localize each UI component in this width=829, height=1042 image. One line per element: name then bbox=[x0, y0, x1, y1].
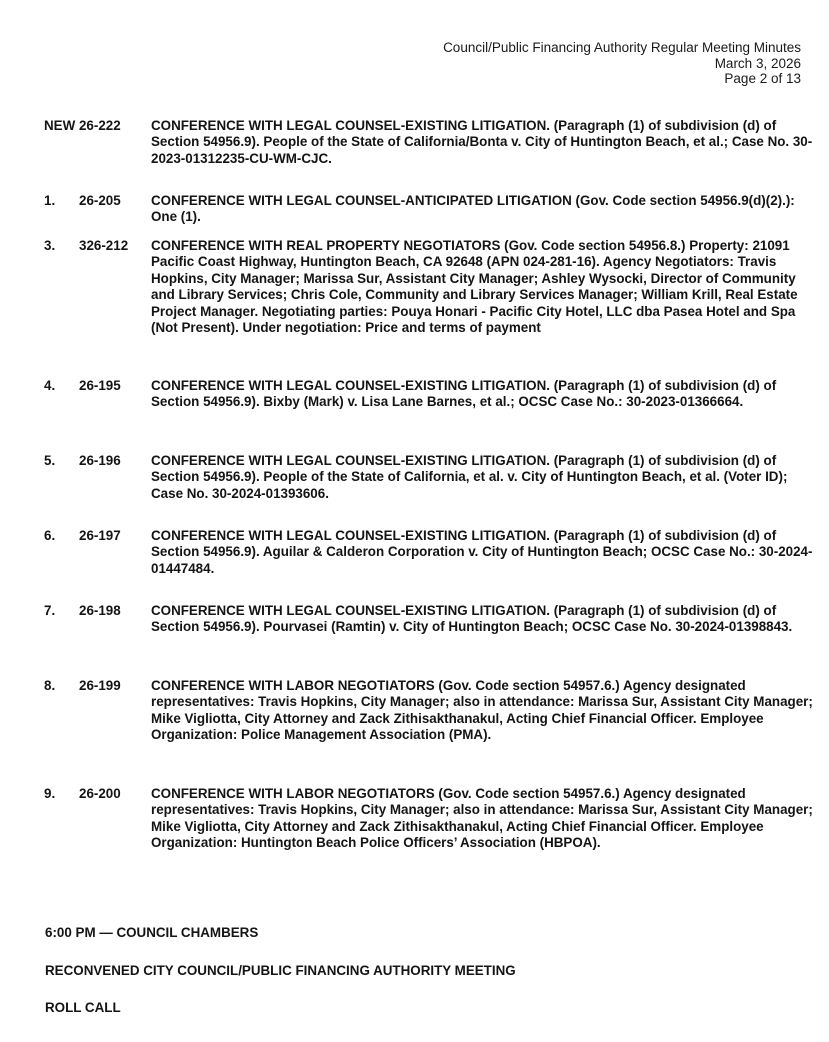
item-code: NEW 26-222 bbox=[44, 118, 121, 133]
item-text: CONFERENCE WITH LEGAL COUNSEL-ANTICIPATED LITIGATION (Gov. Code section 54956.9(d)(2).): One (1). bbox=[151, 193, 795, 225]
item-text: CONFERENCE WITH LEGAL COUNSEL-EXISTING LITIGATION. (Paragraph (1) of subdivision (d) of Section 54956.9). Bixby (Mark) v. Lisa Lane Barnes, et al.; OCSC Case No.: 30-2023-01366664. bbox=[151, 378, 777, 410]
item-number: 1. bbox=[44, 193, 56, 208]
item-text: CONFERENCE WITH LABOR NEGOTIATORS (Gov. Code section 54957.6.) Agency designated representatives: Travis Hopkins, City Manager; also in attendance: Marissa Sur, Assistant City Manager; Mike Vigliotta, City Attorney and Zack Zithisakthanakul, Acting Chief Financial Officer. Employee Organization: Police Management Association (PMA). bbox=[151, 678, 813, 743]
agenda-item bbox=[44, 453, 814, 502]
agenda-item bbox=[44, 678, 814, 744]
agenda-item bbox=[44, 786, 814, 852]
item-text: CONFERENCE WITH LABOR NEGOTIATORS (Gov. Code section 54957.6.) Agency designated representatives: Travis Hopkins, City Manager; also in attendance: Marissa Sur, Assistant City Manager; Mike Vigliotta, City Attorney and Zack Zithisakthanakul, Acting Chief Financial Officer. Employee Organization: Huntington Beach Police Officers’ Association (HBPOA). bbox=[151, 786, 813, 851]
meeting-date: March 3, 2026 bbox=[714, 55, 801, 71]
reconvened-meeting-heading: RECONVENED CITY COUNCIL/PUBLIC FINANCING AUTHORITY MEETING bbox=[45, 963, 516, 978]
item-code: 26-198 bbox=[79, 603, 121, 618]
item-text: CONFERENCE WITH LEGAL COUNSEL-EXISTING LITIGATION. (Paragraph (1) of subdivision (d) of Section 54956.9). People of the State of California, et al. v. City of Huntington Beach, et al. (Voter ID); Case No. 30-2024-01393606. bbox=[151, 453, 788, 501]
agenda-item bbox=[44, 118, 814, 167]
page-number: Page 2 of 13 bbox=[724, 71, 801, 86]
item-code: 26-196 bbox=[79, 453, 121, 468]
item-text: CONFERENCE WITH REAL PROPERTY NEGOTIATORS (Gov. Code section 54956.8.) Property: 21091 Pacific Coast Highway, Huntington Beach, CA 92648 (APN 024-281-16). Agency Negotiators: Travis Hopkins, City Manager; Marissa Sur, Assistant City Manager; Ashley Wysocki, Director of Community and Library Services; Chris Cole, Community and Library Services Manager; William Krill, Real Estate Project Manager. Negotiating parties: Pouya Honari - Pacific City Hotel, LLC dba Pasea Hotel and Spa (Not Present). Under negotiation: Price and terms of payment bbox=[151, 238, 798, 336]
document-title: Council/Public Financing Authority Regular Meeting Minutes bbox=[443, 40, 801, 55]
item-number: 5. bbox=[44, 453, 56, 468]
item-code: 26-195 bbox=[79, 378, 121, 393]
item-text: CONFERENCE WITH LEGAL COUNSEL-EXISTING LITIGATION. (Paragraph (1) of subdivision (d) of Section 54956.9). Aguilar & Calderon Corporation v. City of Huntington Beach; OCSC Case No.: 30-2024-01447484. bbox=[151, 528, 813, 576]
item-text: CONFERENCE WITH LEGAL COUNSEL-EXISTING LITIGATION. (Paragraph (1) of subdivision (d) of Section 54956.9). Pourvasei (Ramtin) v. City of Huntington Beach; OCSC Case No. 30-2024-01398843. bbox=[151, 603, 793, 635]
item-number: 4. bbox=[44, 378, 56, 393]
item-code: 26-205 bbox=[79, 193, 121, 208]
item-code: 26-199 bbox=[79, 678, 121, 693]
roll-call-heading: ROLL CALL bbox=[45, 1000, 121, 1015]
item-code: 26-197 bbox=[79, 528, 121, 543]
agenda-item bbox=[44, 378, 814, 411]
item-number: 6. bbox=[44, 528, 56, 543]
item-number: 7. bbox=[44, 603, 56, 618]
item-text: CONFERENCE WITH LEGAL COUNSEL-EXISTING LITIGATION. (Paragraph (1) of subdivision (d) of Section 54956.9). People of the State of California/Bonta v. City of Huntington Beach, et al.; Case No. 30-2023-01312235-CU-WM-CJC. bbox=[151, 118, 813, 166]
item-number: 9. bbox=[44, 786, 56, 801]
agenda-item bbox=[44, 603, 814, 636]
agenda-item bbox=[44, 238, 814, 336]
item-code: 26-200 bbox=[79, 786, 121, 801]
council-chambers-heading: 6:00 PM — COUNCIL CHAMBERS bbox=[45, 925, 259, 940]
agenda-item bbox=[44, 193, 814, 226]
agenda-item bbox=[44, 528, 814, 577]
item-code: 326-212 bbox=[79, 238, 129, 253]
item-number: 8. bbox=[44, 678, 56, 693]
page-header bbox=[443, 40, 801, 87]
item-number: 3. bbox=[44, 238, 56, 253]
